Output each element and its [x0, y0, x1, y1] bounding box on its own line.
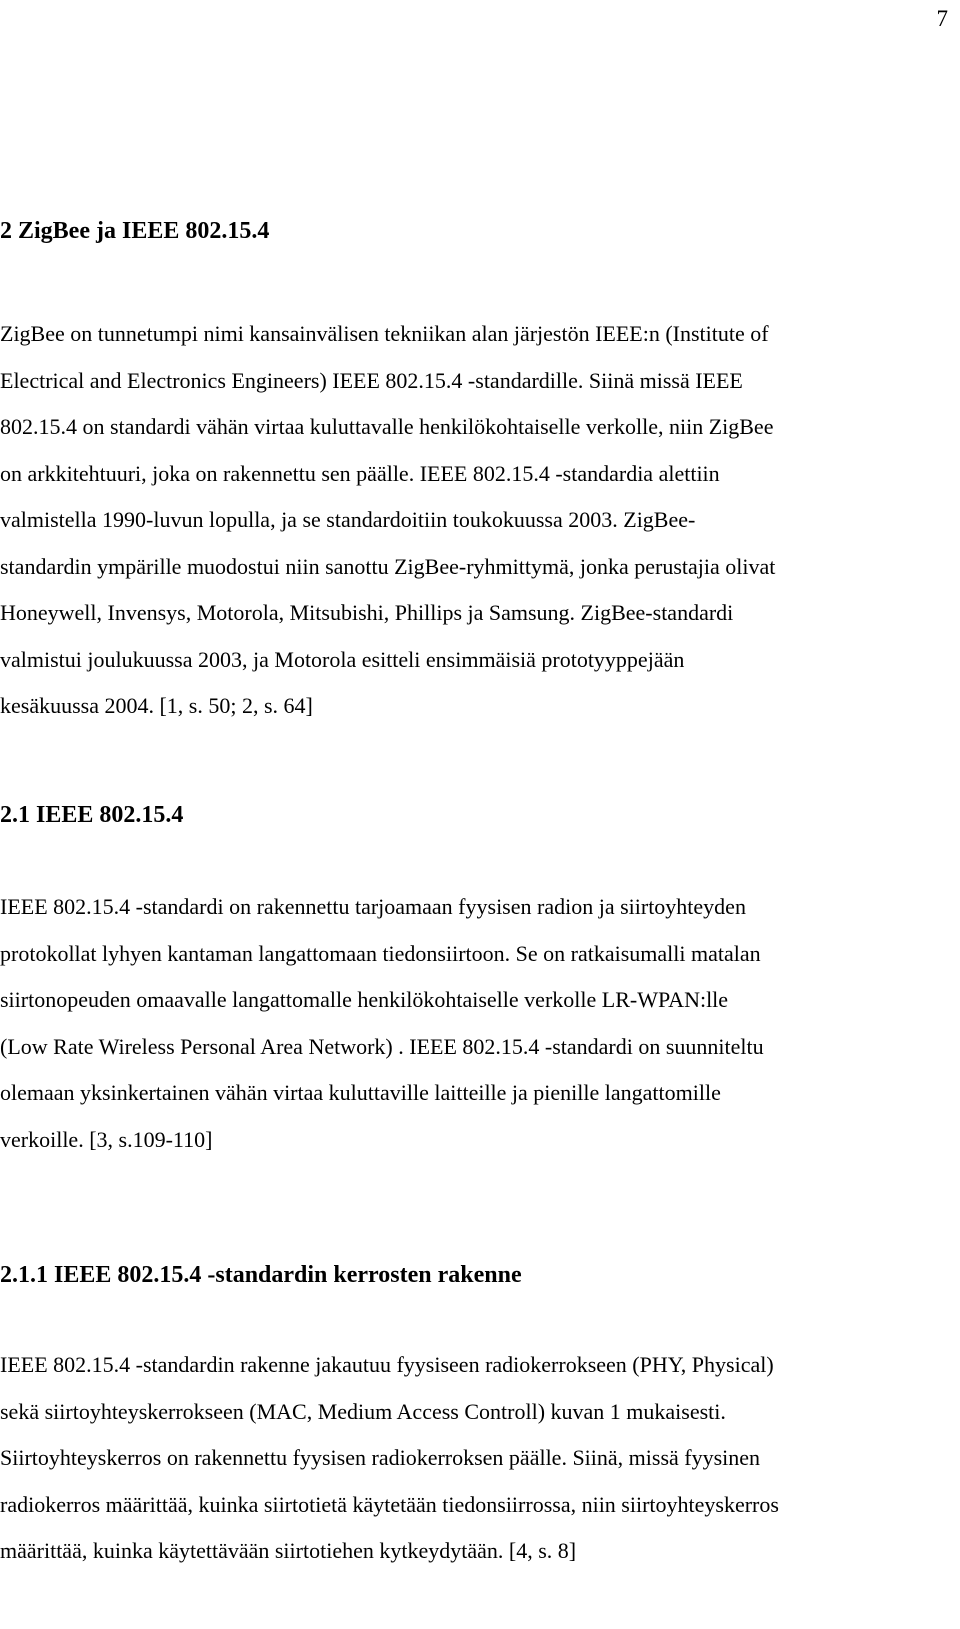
- subsection-heading: 2.1 IEEE 802.15.4: [0, 802, 184, 828]
- text-line: kesäkuussa 2004. [1, s. 50; 2, s. 64]: [0, 693, 313, 718]
- section-heading: 2 ZigBee ja IEEE 802.15.4: [0, 218, 270, 244]
- text-line: protokollat lyhyen kantaman langattomaan tiedonsiirtoon. Se on ratkaisumalli matalan: [0, 940, 761, 966]
- text-line: (Low Rate Wireless Personal Area Network) . IEEE 802.15.4 -standardi on suunniteltu: [0, 1033, 764, 1059]
- section-paragraph: [0, 311, 940, 730]
- text-line: Electrical and Electronics Engineers) IEEE 802.15.4 -standardille. Siinä missä IEEE: [0, 367, 743, 393]
- text-line: ZigBee on tunnetumpi nimi kansainvälisen tekniikan alan järjestön IEEE:n (Institute of: [0, 321, 769, 346]
- subsubsection-heading: 2.1.1 IEEE 802.15.4 -standardin kerrosten rakenne: [0, 1262, 522, 1288]
- text-line: radiokerros määrittää, kuinka siirtotietä käytetään tiedonsiirrossa, niin siirtoyhteyskerros: [0, 1491, 779, 1517]
- text-line: verkoille. [3, s.109-110]: [0, 1126, 213, 1152]
- text-line: sekä siirtoyhteyskerrokseen (MAC, Medium Access Controll) kuvan 1 mukaisesti.: [0, 1398, 726, 1424]
- page-number: 7: [936, 6, 948, 31]
- text-line: valmistella 1990-luvun lopulla, ja se standardoitiin toukokuussa 2003. ZigBee-: [0, 507, 696, 532]
- text-line: IEEE 802.15.4 -standardi on rakennettu tarjoamaan fyysisen radion ja siirtoyhteyden: [0, 894, 746, 919]
- text-line: IEEE 802.15.4 -standardin rakenne jakautuu fyysiseen radiokerrokseen (PHY, Physical): [0, 1352, 774, 1377]
- text-line: valmistui joulukuussa 2003, ja Motorola esitteli ensimmäisiä prototyyppejään: [0, 646, 685, 672]
- section-paragraph: [0, 1342, 940, 1575]
- text-line: siirtonopeuden omaavalle langattomalle henkilökohtaiselle verkolle LR-WPAN:lle: [0, 987, 729, 1012]
- text-line: standardin ympärille muodostui niin sanottu ZigBee-ryhmittymä, jonka perustajia olivat: [0, 553, 776, 579]
- text-line: Honeywell, Invensys, Motorola, Mitsubishi, Phillips ja Samsung. ZigBee-standardi: [0, 600, 734, 625]
- text-line: on arkkitehtuuri, joka on rakennettu sen päälle. IEEE 802.15.4 -standardia alettiin: [0, 460, 720, 486]
- text-line: 802.15.4 on standardi vähän virtaa kuluttavalle henkilökohtaiselle verkolle, niin ZigBee: [0, 414, 774, 439]
- text-line: olemaan yksinkertainen vähän virtaa kuluttaville laitteille ja pienille langattomille: [0, 1080, 721, 1105]
- section-paragraph: [0, 884, 940, 1163]
- text-line: määrittää, kuinka käytettävään siirtotiehen kytkeydytään. [4, s. 8]: [0, 1538, 577, 1563]
- text-line: Siirtoyhteyskerros on rakennettu fyysisen radiokerroksen päälle. Siinä, missä fyysinen: [0, 1445, 761, 1470]
